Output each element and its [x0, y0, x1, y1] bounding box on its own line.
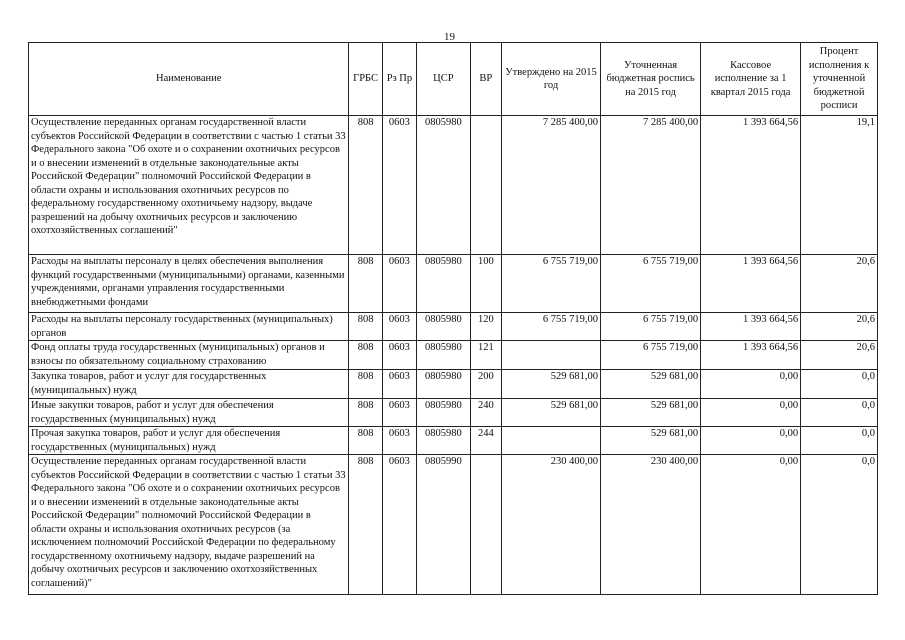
row-vr: 244: [470, 427, 501, 455]
row-rzpr: 0603: [382, 370, 416, 399]
row-percent: 20,6: [801, 341, 878, 370]
row-approved: 6 755 719,00: [501, 255, 600, 313]
row-grbs: 808: [349, 255, 382, 313]
budget-table: [28, 42, 878, 595]
row-grbs: 808: [349, 399, 382, 427]
row-vr: 100: [470, 255, 501, 313]
row-name: Расходы на выплаты персоналу в целях обеспечения выполнения функций государственными (муниципальными) органами, казенными учреждениями, органами управления государственными внебюджетными фондами: [29, 255, 349, 313]
row-csr: 0805980: [417, 399, 471, 427]
row-refined: 529 681,00: [601, 370, 701, 399]
row-grbs: 808: [349, 427, 382, 455]
row-cash: 0,00: [701, 370, 801, 399]
header-vr: ВР: [470, 43, 501, 116]
header-approved: Утверждено на 2015 год: [501, 43, 600, 116]
row-vr: 121: [470, 341, 501, 370]
row-csr: 0805980: [417, 427, 471, 455]
row-name: Расходы на выплаты персоналу государственных (муниципальных) органов: [29, 313, 349, 341]
row-csr: 0805980: [417, 116, 471, 255]
row-vr: 120: [470, 313, 501, 341]
row-percent: 20,6: [801, 313, 878, 341]
row-percent: 0,0: [801, 399, 878, 427]
row-name: Иные закупки товаров, работ и услуг для обеспечения государственных (муниципальных) нужд: [29, 399, 349, 427]
row-approved: 529 681,00: [501, 370, 600, 399]
row-rzpr: 0603: [382, 313, 416, 341]
row-percent: 0,0: [801, 427, 878, 455]
row-rzpr: 0603: [382, 116, 416, 255]
row-refined: 529 681,00: [601, 399, 701, 427]
row-name: Осуществление переданных органам государственной власти субъектов Российской Федерации в соответствии с частью 1 статьи 33 Федерального закона "Об охоте и о сохранении охотничьих ресурсов и о внесении изменений в отдельные законодательные акты Российской Федерации" полномочий Российской Федерации в области охраны и использования охотничьих ресурсов (за исключением полномочий Российской Федерации по федеральному государственному охотничьему надзору, выдаче разрешений на добычу охотничьих ресурсов и заключению охотхозяйственных соглашений)": [29, 455, 349, 595]
row-refined: 529 681,00: [601, 427, 701, 455]
row-csr: 0805980: [417, 313, 471, 341]
row-rzpr: 0603: [382, 427, 416, 455]
row-refined: 6 755 719,00: [601, 341, 701, 370]
row-approved: 6 755 719,00: [501, 313, 600, 341]
row-grbs: 808: [349, 341, 382, 370]
table-row: [29, 455, 878, 595]
table-row: [29, 255, 878, 313]
table-row: [29, 427, 878, 455]
table-row: [29, 313, 878, 341]
row-approved: 230 400,00: [501, 455, 600, 595]
header-percent: Процент исполнения к уточненной бюджетной росписи: [801, 43, 878, 116]
table-row: [29, 341, 878, 370]
row-cash: 0,00: [701, 399, 801, 427]
header-csr: ЦСР: [417, 43, 471, 116]
row-vr: [470, 455, 501, 595]
table-row: [29, 116, 878, 255]
page-number: 19: [444, 31, 455, 43]
header-refined: Уточненная бюджетная роспись на 2015 год: [601, 43, 701, 116]
row-name: Прочая закупка товаров, работ и услуг для обеспечения государственных (муниципальных) нужд: [29, 427, 349, 455]
row-approved: 7 285 400,00: [501, 116, 600, 255]
header-rzpr: Рз Пр: [382, 43, 416, 116]
row-name: Осуществление переданных органам государственной власти субъектов Российской Федерации в соответствии с частью 1 статьи 33 Федерального закона "Об охоте и о сохранении охотничьих ресурсов и о внесении изменений в отдельные законодательные акты Российской Федерации" полномочий Российской Федерации в области охраны и использования охотничьих ресурсов по федеральному государственному охотничьему надзору, выдаче разрешений на добычу охотничьих ресурсов и заключению охотхозяйственных соглашений": [29, 116, 349, 255]
row-approved: [501, 427, 600, 455]
row-rzpr: 0603: [382, 455, 416, 595]
row-refined: 6 755 719,00: [601, 255, 701, 313]
row-cash: 1 393 664,56: [701, 255, 801, 313]
row-vr: 240: [470, 399, 501, 427]
row-name: Закупка товаров, работ и услуг для государственных (муниципальных) нужд: [29, 370, 349, 399]
row-refined: 6 755 719,00: [601, 313, 701, 341]
row-cash: 0,00: [701, 427, 801, 455]
row-rzpr: 0603: [382, 399, 416, 427]
row-rzpr: 0603: [382, 341, 416, 370]
row-vr: [470, 116, 501, 255]
row-csr: 0805980: [417, 341, 471, 370]
row-rzpr: 0603: [382, 255, 416, 313]
row-percent: 20,6: [801, 255, 878, 313]
row-grbs: 808: [349, 455, 382, 595]
row-grbs: 808: [349, 370, 382, 399]
header-grbs: ГРБС: [349, 43, 382, 116]
row-grbs: 808: [349, 116, 382, 255]
header-cash: Кассовое исполнение за 1 квартал 2015 года: [701, 43, 801, 116]
row-refined: 7 285 400,00: [601, 116, 701, 255]
row-cash: 1 393 664,56: [701, 116, 801, 255]
row-approved: [501, 341, 600, 370]
table-header-row: [29, 43, 878, 116]
row-vr: 200: [470, 370, 501, 399]
row-percent: 19,1: [801, 116, 878, 255]
header-name: Наименование: [29, 43, 349, 116]
row-approved: 529 681,00: [501, 399, 600, 427]
row-csr: 0805980: [417, 370, 471, 399]
table-row: [29, 370, 878, 399]
row-csr: 0805980: [417, 255, 471, 313]
row-cash: 0,00: [701, 455, 801, 595]
row-refined: 230 400,00: [601, 455, 701, 595]
row-cash: 1 393 664,56: [701, 313, 801, 341]
row-grbs: 808: [349, 313, 382, 341]
row-percent: 0,0: [801, 455, 878, 595]
row-percent: 0,0: [801, 370, 878, 399]
table-row: [29, 399, 878, 427]
row-csr: 0805990: [417, 455, 471, 595]
row-cash: 1 393 664,56: [701, 341, 801, 370]
row-name: Фонд оплаты труда государственных (муниципальных) органов и взносы по обязательному социальному страхованию: [29, 341, 349, 370]
